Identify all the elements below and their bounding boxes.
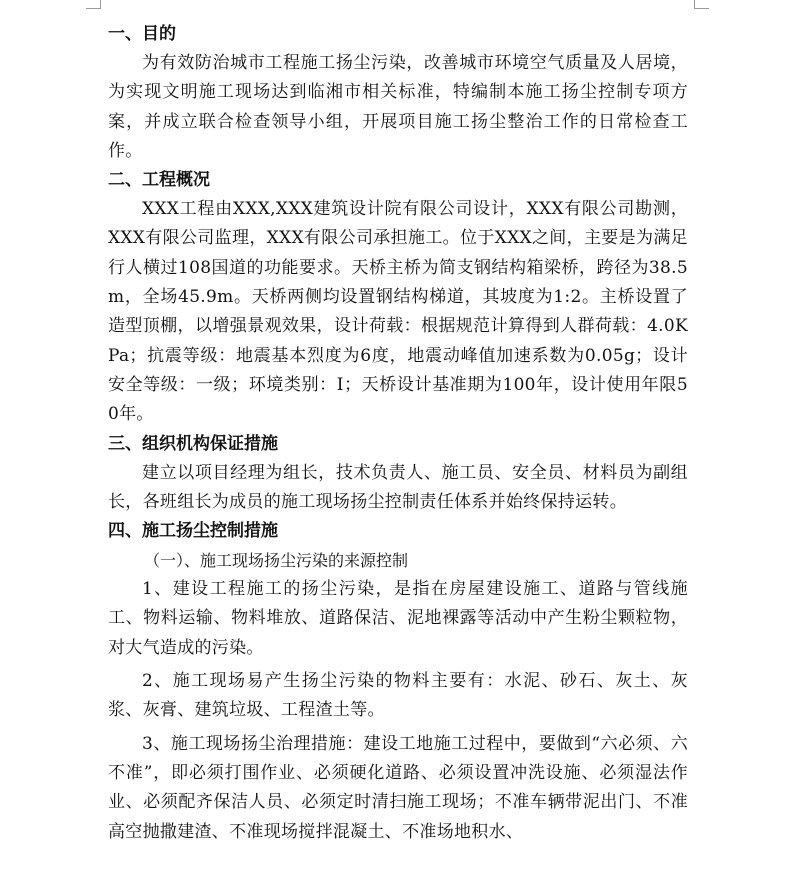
section-purpose xyxy=(108,20,688,166)
section-heading: 三、组织机构保证措施 xyxy=(108,433,278,454)
margin-corner-mark-right xyxy=(694,0,709,9)
subsection-heading: （一）、施工现场扬尘污染的来源控制 xyxy=(144,551,409,571)
section-heading: 四、施工扬尘控制措施 xyxy=(108,521,278,542)
paragraph: 3、施工现场扬尘治理措施：建设工地施工过程中，要做到“六必须、六不准”，即必须打围作业、必须硬化道路、必须设置冲洗设施、必须湿法作业、必须配齐保洁人员、必须定时清扫施工现场；不准车辆带泥出门、不准高空抛撒建渣、不准现场搅拌混凝土、不准场地积水、 xyxy=(108,733,688,842)
paragraph: 1、建设工程施工的扬尘污染，是指在房屋建设施工、道路与管线施工、物料运输、物料堆放、道路保洁、泥地裸露等活动中产生粉尘颗粒物，对大气造成的污染。 xyxy=(108,579,688,658)
section-heading: 二、工程概况 xyxy=(108,170,210,191)
section-heading: 一、目的 xyxy=(108,24,176,44)
paragraph: 为有效防治城市工程施工扬尘污染，改善城市环境空气质量及人居境，为实现文明施工现场达到临湘市相关标准，特编制本施工扬尘控制专项方案，并成立联合检查领导小组，开展项目施工扬尘整治工作的日常检查工作。 xyxy=(108,53,688,161)
section-project-overview xyxy=(108,166,688,429)
paragraph: 建立以项目经理为组长，技术负责人、施工员、安全员、材料员为副组长，各班组长为成员的施工现场扬尘控制责任体系并始终保持运转。 xyxy=(108,462,688,512)
document-body[interactable] xyxy=(108,20,688,847)
section-dust-control xyxy=(108,517,688,847)
paragraph: XXX工程由XXX,XXX建筑设计院有限公司设计，XXX有限公司勘测，XXX有限公司监理，XXX有限公司承担施工。位于XXX之间，主要是为满足行人横过108国道的功能要求。天桥主桥为简支钢结构箱梁桥，跨径为38.5m，全场45.9m。天桥两侧均设置钢结构梯道，其坡度为1:2。主桥设置了造型顶棚，以增强景观效果，设计荷载：根据规范计算得到人群荷载：4.0KPa；抗震等级：地震基本烈度为6度，地震动峰值加速系数为0.05g；设计安全等级：一级；环境类别：Ⅰ；天桥设计基准期为100年，设计使用年限50年。 xyxy=(108,199,688,425)
paragraph: 2、施工现场易产生扬尘污染的物料主要有：水泥、砂石、灰土、灰浆、灰膏、建筑垃圾、工程渣土等。 xyxy=(108,671,688,721)
margin-corner-mark-left xyxy=(86,0,101,9)
section-organization xyxy=(108,430,688,518)
